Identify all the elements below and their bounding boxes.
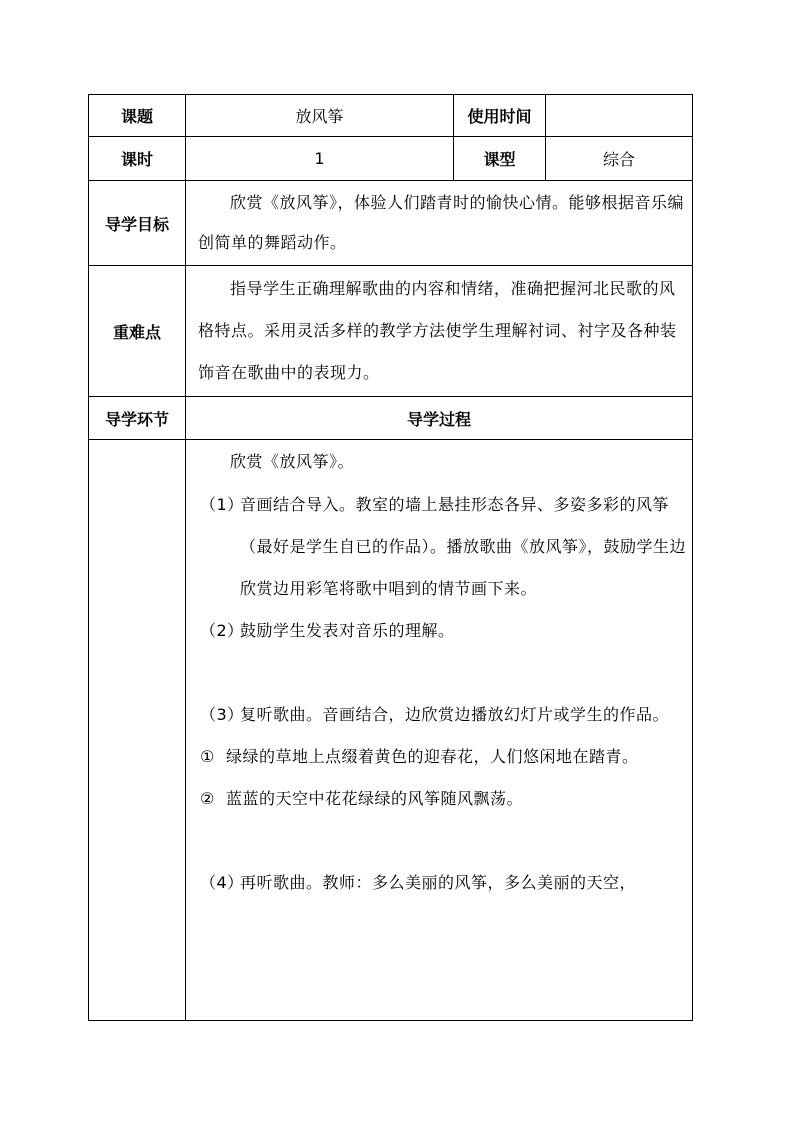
period-value: 1 (186, 137, 454, 181)
topic-row (89, 95, 693, 137)
period-label: 课时 (89, 137, 186, 181)
step-3 (200, 694, 688, 736)
process-header-row (89, 397, 693, 440)
sub-item-2-text: 蓝蓝的天空中花花绿绿的风筝随风飘荡。 (226, 789, 524, 808)
sub-item-2-number: ② (200, 789, 215, 808)
spacer (200, 820, 688, 862)
objective-label: 导学目标 (89, 181, 186, 266)
stage-cell (89, 440, 186, 1021)
step-2-number: （2） (200, 621, 244, 640)
objective-text: 欣赏《放风筝》，体验人们踏青时的愉快心情。能够根据音乐编创简单的舞蹈动作。 (186, 181, 693, 266)
step-1 (200, 484, 688, 610)
step-2-text: 鼓励学生发表对音乐的理解。 (240, 621, 455, 640)
step-4-number: （4） (200, 873, 244, 892)
usage-time-label: 使用时间 (454, 95, 546, 137)
key-points-label: 重难点 (89, 266, 186, 397)
step-1-text: 音画结合导入。教室的墙上悬挂形态各异、多姿多彩的风筝（最好是学生自已的作品）。播放歌曲《放风筝》，鼓励学生边欣赏边用彩笔将歌中唱到的情节画下来。 (240, 495, 687, 598)
lesson-type-value: 综合 (546, 137, 693, 181)
usage-time-value (546, 95, 693, 137)
key-points-text: 指导学生正确理解歌曲的内容和情绪，准确把握河北民歌的风格特点。采用灵活多样的教学方法使学生理解衬词、衬字及各种装饰音在歌曲中的表现力。 (186, 266, 693, 397)
period-row (89, 137, 693, 181)
lesson-type-label: 课型 (454, 137, 546, 181)
process-intro: 欣赏《放风筝》。 (230, 452, 355, 471)
objective-row (89, 181, 693, 266)
step-1-number: （1） (200, 495, 244, 514)
process-row (89, 440, 693, 1021)
sub-item-1-text: 绿绿的草地上点缀着黄色的迎春花，人们悠闲地在踏青。 (226, 747, 639, 766)
stage-label: 导学环节 (89, 397, 186, 440)
topic-value: 放风筝 (186, 95, 454, 137)
process-label: 导学过程 (186, 397, 693, 440)
step-4 (200, 862, 688, 904)
step-3-number: （3） (200, 705, 244, 724)
sub-item-1 (200, 736, 688, 778)
spacer (200, 652, 688, 694)
step-4-text: 再听歌曲。教师：多么美丽的风筝，多么美丽的天空， (240, 873, 637, 892)
step-2 (200, 610, 688, 652)
process-cell (186, 440, 693, 1021)
sub-item-2 (200, 778, 688, 820)
step-3-text: 复听歌曲。音画结合，边欣赏边播放幻灯片或学生的作品。 (240, 705, 670, 724)
sub-item-1-number: ① (200, 747, 215, 766)
lesson-plan-table (88, 94, 693, 1021)
key-points-row (89, 266, 693, 397)
topic-label: 课题 (89, 95, 186, 137)
